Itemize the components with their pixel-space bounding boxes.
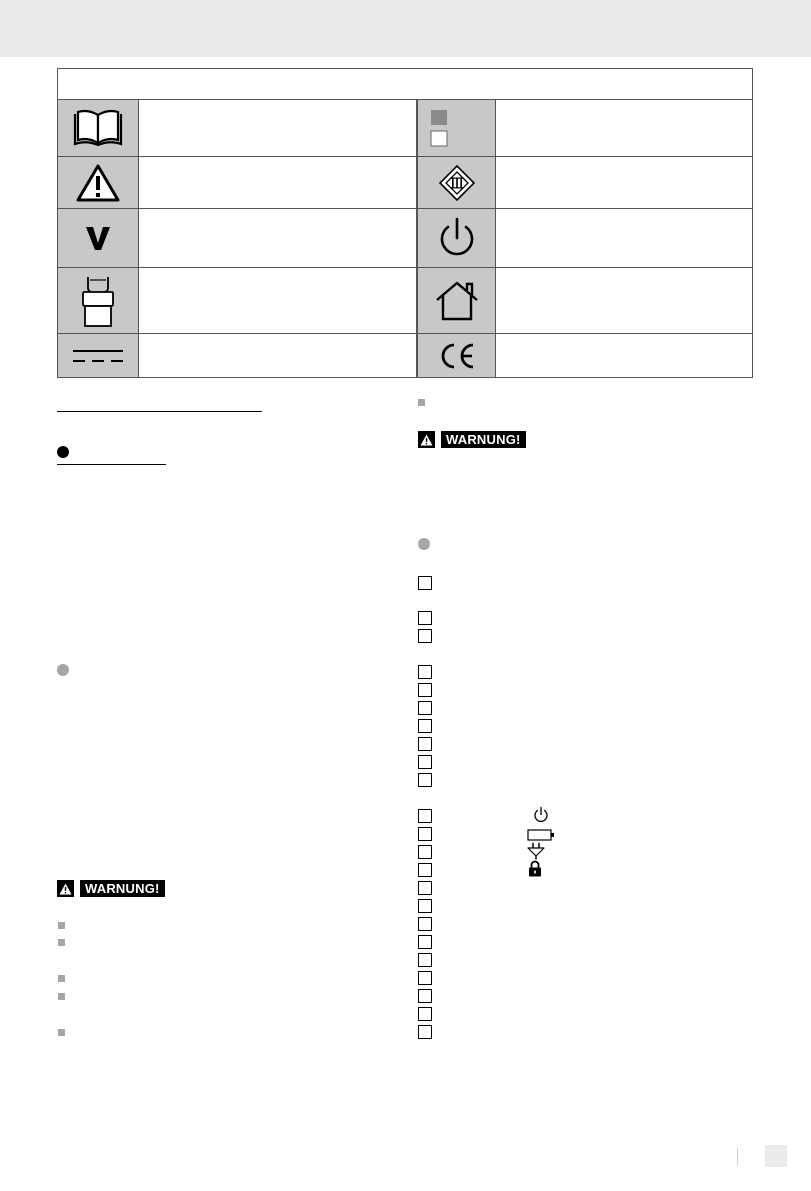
bullet-marker <box>58 1029 65 1036</box>
warning-triangle-icon <box>75 163 121 203</box>
part-number-box <box>418 665 432 679</box>
symbol-desc-volt <box>139 209 417 268</box>
protection-class-iii-icon <box>437 163 477 203</box>
grey-dot-marker <box>418 538 430 550</box>
warning-banner-left <box>57 880 165 897</box>
symbol-cell-indoor <box>417 268 496 334</box>
symbol-cell-power <box>417 209 496 268</box>
part-number-box <box>418 611 432 625</box>
lock-icon <box>528 860 542 877</box>
bullet-marker <box>58 922 65 929</box>
ce-mark-icon <box>436 341 478 371</box>
part-number-box <box>418 701 432 715</box>
black-dot-marker <box>57 446 69 458</box>
part-number-box <box>418 683 432 697</box>
symbol-desc-protection-class <box>496 157 752 209</box>
part-number-box <box>418 809 432 823</box>
symbol-desc-indoor <box>496 268 752 334</box>
symbol-desc-power <box>496 209 752 268</box>
symbol-desc-direct-current <box>139 334 417 377</box>
part-number-box <box>418 773 432 787</box>
page-number-box <box>765 1145 787 1167</box>
battery-icon <box>527 829 555 841</box>
part-number-box <box>418 1007 432 1021</box>
symbol-table-header <box>58 69 752 100</box>
power-small-icon <box>533 806 549 823</box>
bullet-marker <box>58 993 65 1000</box>
part-number-box <box>418 1025 432 1039</box>
part-number-box <box>418 827 432 841</box>
usb-c-plug-icon <box>78 274 118 328</box>
symbol-cell-warning <box>58 157 139 209</box>
part-number-box <box>418 989 432 1003</box>
symbol-desc-usb-c <box>139 268 417 334</box>
bullet-marker <box>58 975 65 982</box>
volt-icon <box>83 223 113 253</box>
material-squares-icon <box>422 103 492 153</box>
direct-current-icon <box>71 346 125 366</box>
part-number-box <box>418 737 432 751</box>
section-heading-underline <box>57 411 262 412</box>
warning-label-right: WARNUNG! <box>441 431 526 448</box>
symbol-cell-ce <box>417 334 496 377</box>
symbol-cell-protection-class <box>417 157 496 209</box>
symbol-desc-material <box>496 100 752 157</box>
bullet-marker <box>58 939 65 946</box>
part-number-box <box>418 899 432 913</box>
warning-triangle-small-icon <box>418 431 435 448</box>
symbol-legend-table <box>57 68 753 378</box>
symbol-cell-book <box>58 100 139 157</box>
part-number-box <box>418 755 432 769</box>
symbol-desc-ce <box>496 334 752 377</box>
part-number-box <box>418 971 432 985</box>
plug-icon <box>526 842 546 860</box>
part-number-box <box>418 917 432 931</box>
grey-dot-marker <box>57 664 69 676</box>
symbol-cell-direct-current <box>58 334 139 377</box>
book-icon <box>72 108 124 148</box>
subsection-heading-underline <box>57 464 166 465</box>
footer-separator <box>737 1148 738 1166</box>
part-number-box <box>418 935 432 949</box>
symbol-cell-material <box>417 100 496 157</box>
warning-banner-right <box>418 431 526 448</box>
symbol-desc-book <box>139 100 417 157</box>
top-header-bar <box>0 0 811 57</box>
warning-label-left: WARNUNG! <box>80 880 165 897</box>
part-number-box <box>418 881 432 895</box>
warning-triangle-small-icon <box>57 880 74 897</box>
part-number-box <box>418 719 432 733</box>
power-button-icon <box>437 216 477 260</box>
symbol-cell-volt <box>58 209 139 268</box>
symbol-cell-usb-c <box>58 268 139 334</box>
part-number-box <box>418 576 432 590</box>
part-number-box <box>418 953 432 967</box>
part-number-box <box>418 863 432 877</box>
part-number-box <box>418 845 432 859</box>
bullet-marker <box>418 399 425 406</box>
indoor-use-house-icon <box>433 280 481 322</box>
part-number-box <box>418 629 432 643</box>
symbol-desc-warning <box>139 157 417 209</box>
